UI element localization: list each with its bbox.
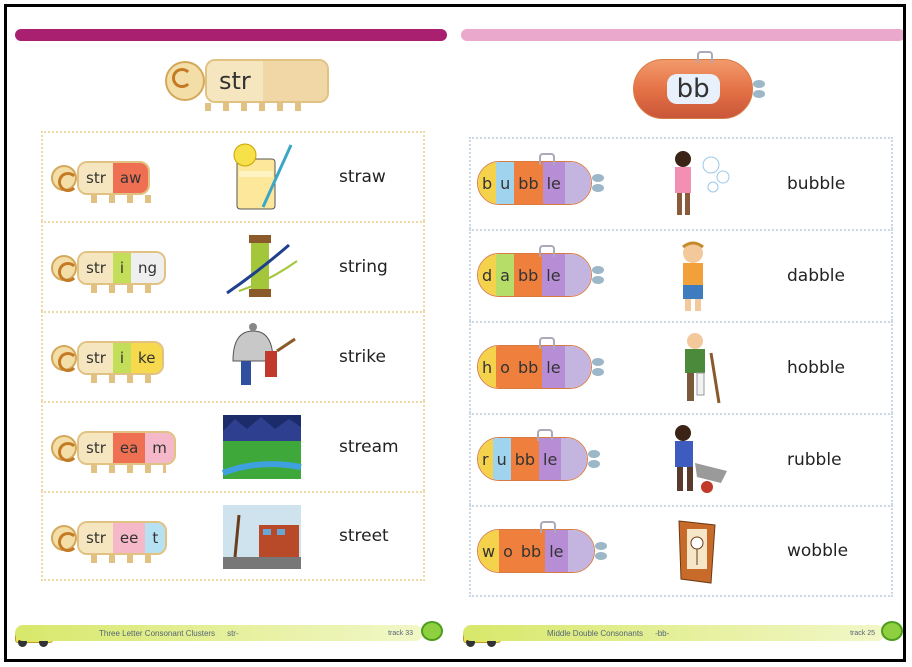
- letter-segment: ea: [113, 433, 145, 463]
- word-list: [469, 137, 893, 597]
- letter-segment: o: [496, 346, 514, 388]
- sheep-body: [205, 59, 329, 103]
- word-row: [469, 321, 893, 413]
- letter-segment: aw: [113, 163, 148, 193]
- word-row: [41, 221, 425, 311]
- letter-segment: u: [496, 162, 514, 204]
- footer-tag: str-: [227, 628, 239, 638]
- blimp-word-builder: [477, 161, 612, 205]
- letter-segment: str: [79, 343, 113, 373]
- word-row: [469, 413, 893, 505]
- letter-segment: o: [499, 530, 517, 572]
- letter-segment: bb: [514, 254, 542, 296]
- straw-illustration: [219, 141, 305, 213]
- leaf-icon: [421, 621, 443, 641]
- letter-segment: bb: [514, 346, 542, 388]
- word-list: [41, 131, 425, 581]
- blimp-tail-icon: [592, 357, 612, 377]
- sheep-head-icon: [51, 525, 77, 551]
- letter-segment: h: [478, 346, 496, 388]
- word-row: [41, 311, 425, 401]
- left-top-bar: [15, 29, 447, 41]
- word-label: stream: [339, 437, 399, 457]
- blimp-word-builder: [477, 437, 608, 481]
- left-page: [7, 7, 453, 659]
- letter-segment: str: [79, 163, 113, 193]
- word-label: strike: [339, 347, 386, 367]
- letter-segment: le: [539, 438, 561, 480]
- letter-segment: i: [113, 343, 131, 373]
- sheep-word-builder: [51, 341, 164, 375]
- letter-segment: w: [478, 530, 499, 572]
- word-label: wobble: [787, 541, 849, 561]
- letter-segment: ng: [131, 253, 164, 283]
- string-illustration: [219, 231, 305, 303]
- leaf-icon: [881, 621, 903, 641]
- header-sheep: [165, 59, 329, 103]
- letter-segment: str: [79, 433, 113, 463]
- word-row: [469, 505, 893, 597]
- letter-segment: m: [145, 433, 174, 463]
- letter-segment: t: [145, 523, 165, 553]
- letter-segment: le: [545, 530, 567, 572]
- word-row: [41, 401, 425, 491]
- word-label: straw: [339, 167, 386, 187]
- blimp-word-builder: [477, 529, 615, 573]
- strike-illustration: [219, 321, 305, 393]
- letter-segment: ee: [113, 523, 145, 553]
- word-label: street: [339, 526, 389, 546]
- blimp-tail-icon: [592, 265, 612, 285]
- right-page: [457, 7, 906, 659]
- word-label: bubble: [787, 174, 846, 194]
- blimp-word-builder: [477, 345, 612, 389]
- letter-segment: bb: [514, 162, 542, 204]
- blimp-tail-icon: [588, 449, 608, 469]
- wobble-illustration: [661, 515, 733, 589]
- letter-segment: le: [543, 162, 565, 204]
- footer-track: track 33: [388, 629, 413, 637]
- dabble-illustration: [661, 239, 733, 313]
- word-label: string: [339, 257, 388, 277]
- sheep-head-icon: [51, 165, 77, 191]
- letter-segment: d: [478, 254, 496, 296]
- word-row: [469, 137, 893, 229]
- letter-segment: u: [493, 438, 511, 480]
- blimp-word-builder: [477, 253, 612, 297]
- letter-segment: i: [113, 253, 131, 283]
- word-label: rubble: [787, 450, 842, 470]
- sheep-head-icon: [51, 435, 77, 461]
- letter-segment: r: [478, 438, 493, 480]
- sheep-word-builder: [51, 251, 166, 285]
- street-illustration: [219, 501, 305, 573]
- word-label: dabble: [787, 266, 845, 286]
- word-row: [41, 491, 425, 581]
- header-blimp: [633, 59, 773, 121]
- hobble-illustration: [661, 331, 733, 405]
- bubble-illustration: [661, 147, 733, 221]
- stream-illustration: [219, 411, 305, 483]
- sheep-word-builder: [51, 521, 167, 555]
- sheep-word-builder: [51, 431, 176, 465]
- right-top-bar: [461, 29, 905, 41]
- letter-segment: le: [542, 254, 564, 296]
- book-spread: [4, 4, 906, 662]
- footer-track: track 25: [850, 629, 875, 637]
- header-cluster-label: bb: [667, 74, 720, 104]
- word-row: [41, 131, 425, 221]
- blimp-tail-icon: [592, 173, 612, 193]
- letter-segment: b: [478, 162, 496, 204]
- letter-segment: bb: [517, 530, 545, 572]
- blimp-tail-icon: [595, 541, 615, 561]
- letter-segment: bb: [511, 438, 539, 480]
- letter-segment: ke: [131, 343, 162, 373]
- letter-segment: le: [542, 346, 564, 388]
- sheep-head-icon: [51, 255, 77, 281]
- left-footer: [15, 625, 423, 641]
- letter-segment: str: [79, 253, 113, 283]
- footer-tag: -bb-: [655, 628, 670, 638]
- sheep-head-icon: [165, 61, 205, 101]
- footer-title: Three Letter Consonant Clusters: [99, 628, 216, 638]
- letter-segment: a: [496, 254, 514, 296]
- right-footer: [463, 625, 885, 641]
- header-cluster-label: str: [207, 61, 263, 101]
- sheep-word-builder: [51, 161, 150, 195]
- sheep-head-icon: [51, 345, 77, 371]
- word-label: hobble: [787, 358, 845, 378]
- word-row: [469, 229, 893, 321]
- footer-title: Middle Double Consonants: [547, 628, 644, 638]
- letter-segment: str: [79, 523, 113, 553]
- blimp-tail-icon: [753, 79, 773, 99]
- rubble-illustration: [661, 423, 733, 497]
- blimp-body: [633, 59, 753, 119]
